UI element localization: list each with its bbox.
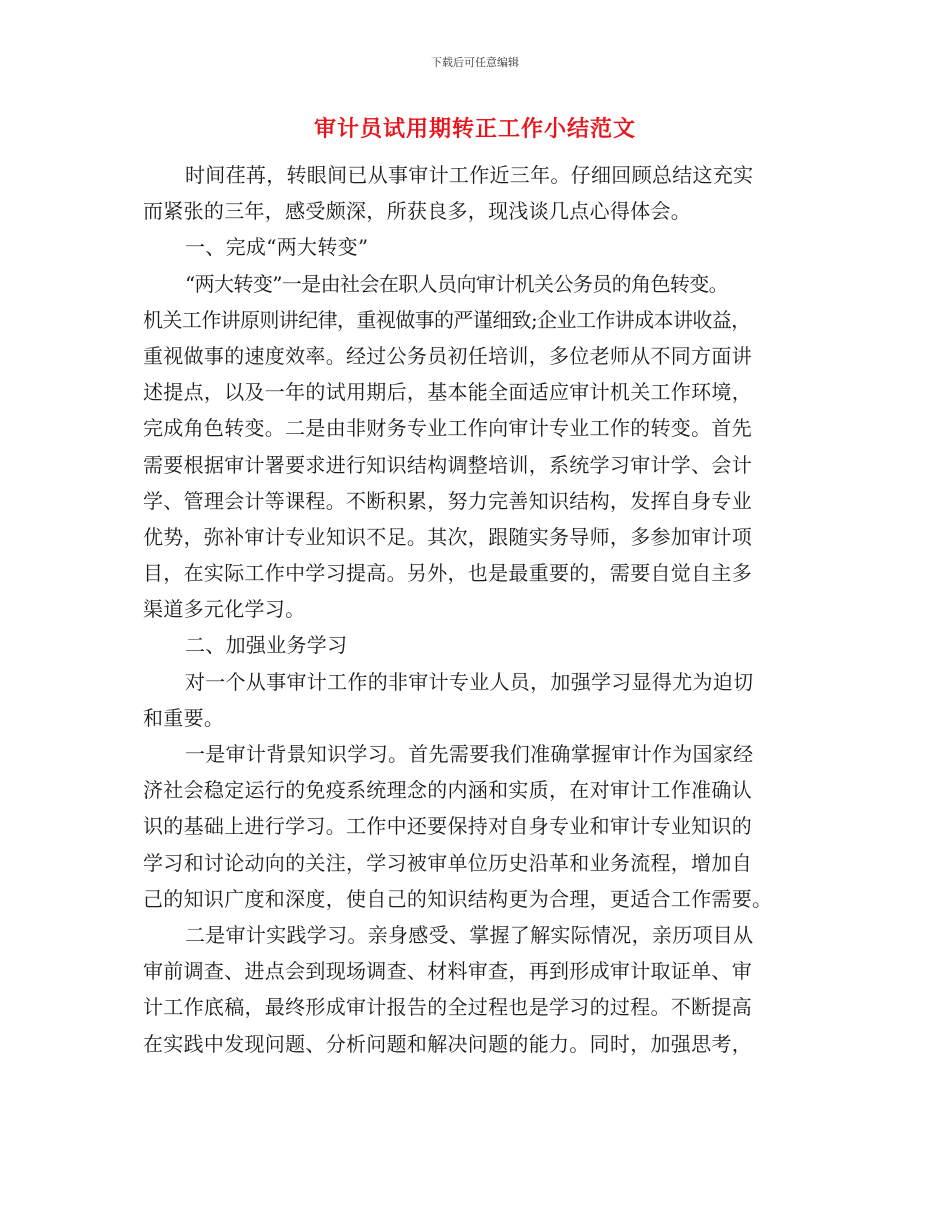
body-line: 时间荏苒，转眼间已从事审计工作近三年。仔细回顾总结这充实 <box>185 163 754 187</box>
document-title: 审计员试用期转正工作小结范文 <box>313 117 636 142</box>
document-body <box>143 157 809 1062</box>
page-header-note: 下载后可任意编辑 <box>431 56 519 69</box>
body-line: 一是审计背景知识学习。首先需要我们准确掌握审计作为国家经 <box>185 742 754 766</box>
section-heading: 一、完成“两大转变” <box>185 235 369 260</box>
body-line: 己的知识广度和深度，使自己的知识结构更为合理，更适合工作需要。 <box>143 886 773 911</box>
body-line: 重视做事的速度效率。经过公务员初任培训，多位老师从不同方面讲 <box>143 343 752 368</box>
body-line: 济社会稳定运行的免疫系统理念的内涵和实质，在对审计工作准确认 <box>143 778 752 803</box>
body-line: 述提点，以及一年的试用期后，基本能全面适应审计机关工作环境， <box>143 380 752 405</box>
body-line: 而紧张的三年，感受颇深，所获良多，现浅谈几点心得体会。 <box>143 199 692 224</box>
body-line: 渠道多元化学习。 <box>143 597 306 622</box>
body-line: 学习和讨论动向的关注，学习被审单位历史沿革和业务流程，增加自 <box>143 850 752 875</box>
body-line: 和重要。 <box>143 705 225 730</box>
body-line: 机关工作讲原则讲纪律，重视做事的严谨细致;企业工作讲成本讲收益， <box>143 307 751 332</box>
body-line: 计工作底稿，最终形成审计报告的全过程也是学习的过程。不断提高 <box>143 995 752 1020</box>
section-heading: 二、加强业务学习 <box>185 633 348 658</box>
body-line: “两大转变”一是由社会在职人员向审计机关公务员的角色转变。 <box>185 271 729 296</box>
body-line: 优势，弥补审计专业知识不足。其次，跟随实务导师，多参加审计项 <box>143 524 752 549</box>
body-line: 在实践中发现问题、分析问题和解决问题的能力。同时，加强思考， <box>143 1031 752 1056</box>
body-line: 目，在实际工作中学习提高。另外，也是最重要的，需要自觉自主多 <box>143 561 752 586</box>
body-line: 对一个从事审计工作的非审计专业人员，加强学习显得尤为迫切 <box>185 669 754 694</box>
body-line: 审前调查、进点会到现场调查、材料审查，再到形成审计取证单、审 <box>143 959 752 984</box>
body-line: 学、管理会计等课程。不断积累，努力完善知识结构，发挥自身专业 <box>143 488 752 513</box>
body-line: 二是审计实践学习。亲身感受、掌握了解实际情况，亲历项目从 <box>185 922 754 947</box>
body-line: 识的基础上进行学习。工作中还要保持对自身专业和审计专业知识的 <box>143 814 752 839</box>
body-line: 需要根据审计署要求进行知识结构调整培训，系统学习审计学、会计 <box>143 452 752 477</box>
body-line: 完成角色转变。二是由非财务专业工作向审计专业工作的转变。首先 <box>143 416 752 441</box>
